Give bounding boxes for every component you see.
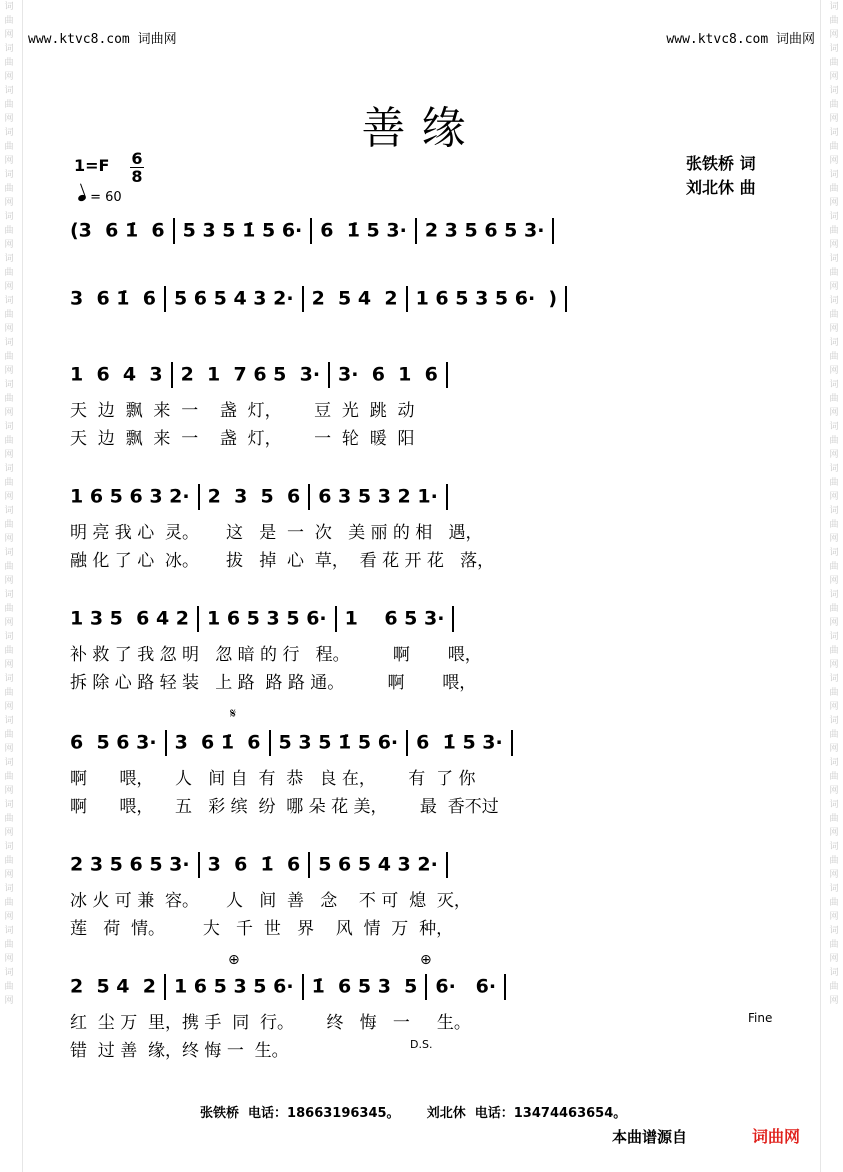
barline (269, 730, 271, 756)
song-title: 善缘 (361, 103, 482, 154)
coda-sign-2: ⊕ (420, 952, 432, 968)
composer-credit: 刘北休 曲 (686, 178, 756, 197)
barline (452, 606, 454, 632)
lyric-line: 天 边 飘 来 一 盏 灯， 豆 光 跳 动 (70, 401, 415, 421)
measure: 1 6 5 3 5 6· (207, 607, 327, 630)
measure: 2 3 5 6 5 3· (70, 853, 190, 876)
right-watermark: 词曲网词曲网词曲网词曲网词曲网词曲网词曲网词曲网词曲网词曲网词曲网词曲网词曲网词曲网词曲网词曲网词曲网词曲网词曲网词曲网词曲网词曲网词曲网词曲网 (829, 2, 839, 1006)
barline (165, 730, 167, 756)
lyric-line: 融 化 了 心 冰。 拔 掉 心 草， 看 花 开 花 落， (70, 551, 495, 571)
barline (308, 852, 310, 878)
lyric-line: 啊 喂， 人 间 自 有 恭 良 在， 有 了 你 (70, 769, 476, 789)
barline (415, 218, 417, 244)
barline (308, 484, 310, 510)
barline (425, 974, 427, 1000)
barline (406, 730, 408, 756)
lyric-line: 天 边 飘 来 一 盏 灯， 一 轮 暖 阳 (70, 429, 415, 449)
left-watermark: 词曲网词曲网词曲网词曲网词曲网词曲网词曲网词曲网词曲网词曲网词曲网词曲网词曲网词曲网词曲网词曲网词曲网词曲网词曲网词曲网词曲网词曲网词曲网词曲网 (4, 2, 14, 1006)
lyric-line: 错 过 善 缘，终 悔 一 生。 (70, 1041, 289, 1061)
barline (446, 484, 448, 510)
measure: 1 6 5 3 5 6· (173, 975, 294, 998)
measure: 6· 6· (435, 975, 497, 998)
measure: 3 6 1̇ 6 (174, 731, 261, 754)
measure: 6 3 5 3 2 1· (318, 485, 438, 508)
contact-info: 张铁桥 电话：18663196345。 刘北休 电话：13474463654。 (200, 1106, 627, 1121)
lyric-line: 啊 喂， 五 彩 缤 纷 哪 朵 花 美， 最 香不过 (70, 797, 499, 817)
barline (511, 730, 513, 756)
time-signature (130, 150, 144, 185)
measure: 1 6 5 3· (344, 607, 445, 630)
barline (173, 218, 175, 244)
lyric-line: 莲 荷 情。 大 千 世 界 风 情 万 种， (70, 919, 454, 939)
barline (198, 484, 200, 510)
barline (335, 606, 337, 632)
brand-logo[interactable]: 词曲网 (752, 1127, 801, 1146)
lyric-line: 补 救 了 我 忽 明 忽 暗 的 行 程。 啊 喂， (70, 645, 482, 665)
staff-system-6 (70, 730, 790, 752)
measure: 3 6 1̇ 6 (70, 287, 156, 310)
staff-system-5 (70, 606, 790, 628)
site-header-left[interactable]: www.ktvc8.com 词曲网 (28, 32, 177, 47)
fine-marking: Fine (748, 1011, 773, 1025)
barline (164, 974, 166, 1000)
lyricist-credit: 张铁桥 词 (686, 154, 756, 173)
lyric-line: 明 亮 我 心 灵。 这 是 一 次 美 丽 的 相 遇， (70, 523, 483, 543)
barline (504, 974, 506, 1000)
time-signature-bottom: 8 (131, 167, 143, 186)
staff-system-4 (70, 484, 790, 506)
measure: 2 5 4 2 (311, 287, 398, 310)
staff-system-3 (70, 362, 790, 384)
measure: 3· 6 1 6 (338, 363, 438, 386)
time-signature-top: 6 (131, 149, 143, 168)
quarter-note-icon (77, 194, 87, 202)
staff-system-7 (70, 852, 790, 874)
measure: 6 1̇ 5 3· (416, 731, 503, 754)
barline (446, 852, 448, 878)
measure: 1̇ 6 5 3 5 (311, 975, 418, 998)
measure: 1 6 5 6 3 2· (70, 485, 190, 508)
measure: 2 5 4 2 (70, 975, 156, 998)
measure: 5 6 5 4 3 2· (173, 287, 294, 310)
barline (565, 286, 567, 312)
measure: 6 1̇ 5 3· (320, 219, 407, 242)
barline (198, 852, 200, 878)
measure: 1 6 5 3 5 6· ) (415, 287, 558, 310)
measure: 1 3 5 6 4 2 (70, 607, 190, 630)
tempo-marking (78, 190, 122, 205)
lyric-line: 冰 火 可 兼 容。 人 间 善 念 不 可 熄 灭， (70, 891, 471, 911)
measure: 2 3 5 6 (207, 485, 301, 508)
measure: 6 5 6 3· (70, 731, 157, 754)
lyric-line: 红 尘 万 里，携 手 同 行。 终 悔 一 生。 (70, 1013, 471, 1033)
barline (310, 218, 312, 244)
credits (686, 152, 756, 200)
barline (164, 286, 166, 312)
barline (302, 974, 304, 1000)
barline (406, 286, 408, 312)
barline (552, 218, 554, 244)
key-signature: 1=F (74, 156, 110, 175)
barline (328, 362, 330, 388)
site-header-right[interactable]: www.ktvc8.com 词曲网 (666, 32, 815, 47)
measure: (3 6 1̇ 6 (70, 219, 165, 242)
barline (302, 286, 304, 312)
measure: 5 3 5 1̇ 5 6· (278, 731, 399, 754)
measure: 1 6 4 3 (70, 363, 163, 386)
measure: 3 6 1̇ 6 (207, 853, 301, 876)
measure: 5 6 5 4 3 2· (318, 853, 438, 876)
measure: 2 3 5 6 5 3· (424, 219, 545, 242)
measure: 2 1 7 6 5 3· (180, 363, 321, 386)
staff-system-1 (70, 218, 790, 240)
barline (446, 362, 448, 388)
source-label: 本曲谱源自 (612, 1128, 688, 1146)
ds-marking: D.S. (410, 1038, 433, 1051)
segno-sign: 𝄋 (230, 706, 237, 722)
staff-system-2 (70, 286, 790, 308)
barline (197, 606, 199, 632)
measure: 5 3 5 1̇ 5 6· (182, 219, 303, 242)
tempo-value: = 60 (90, 190, 122, 205)
staff-system-8 (70, 974, 790, 996)
coda-sign-1: ⊕ (228, 952, 240, 968)
barline (171, 362, 173, 388)
lyric-line: 拆 除 心 路 轻 装 上 路 路 路 通。 啊 喂， (70, 673, 477, 693)
